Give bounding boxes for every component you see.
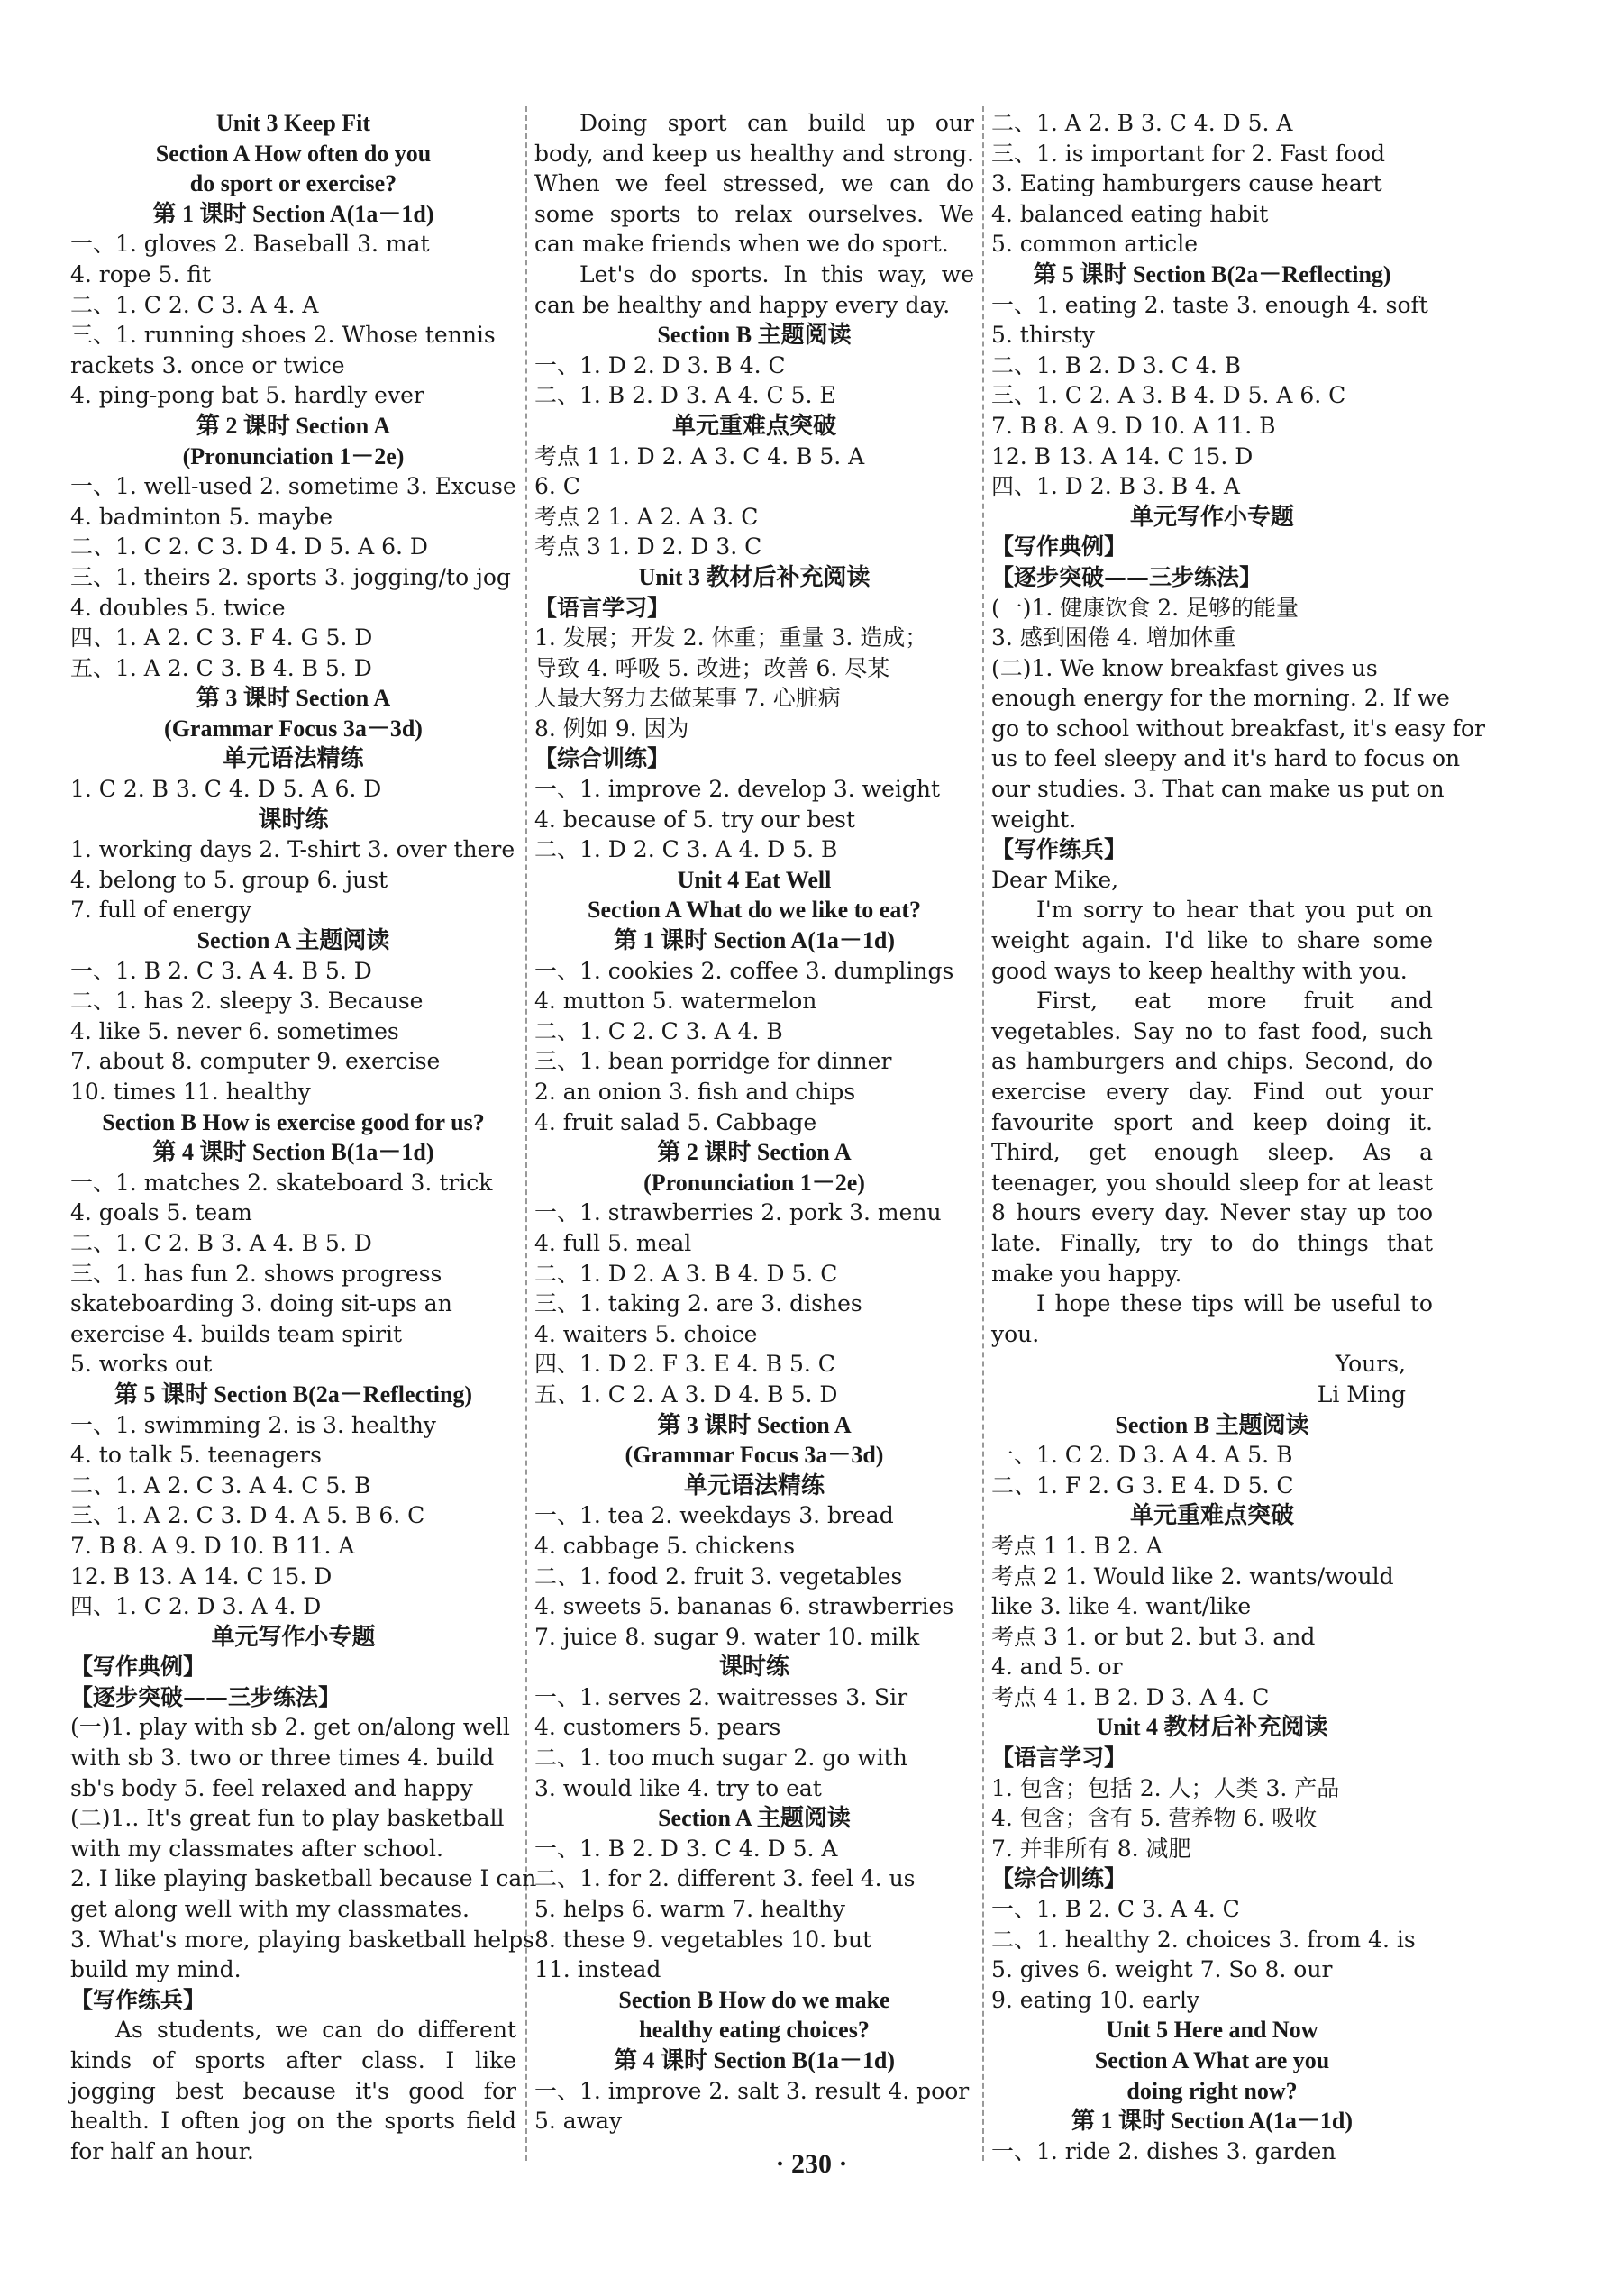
answer-line: 1. working days 2. T-shirt 3. over there xyxy=(70,836,515,863)
section-heading: 第 5 课时 Section B(2a－Reflecting) xyxy=(1033,260,1391,287)
answer-line: 四、1. C 2. D 3. A 4. D xyxy=(70,1593,322,1620)
subsection-tag: 【逐步突破——三步练法】 xyxy=(991,563,1263,590)
answer-line: exercise 4. builds team spirit xyxy=(70,1320,403,1347)
section-heading: (Grammar Focus 3a－3d) xyxy=(625,1442,884,1469)
section-heading: Unit 5 Here and Now xyxy=(1106,2017,1318,2044)
section-heading: Section A 主题阅读 xyxy=(196,927,390,954)
answer-line: 一、1. B 2. C 3. A 4. B 5. D xyxy=(70,957,372,984)
section-heading: Section B 主题阅读 xyxy=(1115,1411,1309,1438)
essay-paragraph: First, eat more fruit and vegetables. Say no to fast food, such as hamburgers and chips. Second, do exercise every day. Find out your favourite sport and keep doing it. Third, get enough sleep. As a teenager, you should sleep for at least 8 hours every day. Never stay up too late. Finally, try to do things that make you happy. xyxy=(991,988,1433,1287)
section-heading: 第 1 课时 Section A(1a－1d) xyxy=(152,200,434,227)
answer-line: 2. an onion 3. fish and chips xyxy=(534,1079,856,1105)
answer-line: 一、1. gloves 2. Baseball 3. mat xyxy=(70,231,430,258)
section-heading: 单元写作小专题 xyxy=(1129,503,1294,530)
answer-line: 8. 例如 9. 因为 xyxy=(534,715,689,742)
answer-line: get along well with my classmates. xyxy=(70,1896,470,1923)
answer-line: 4. balanced eating habit xyxy=(991,200,1269,227)
answer-line: (二)1. We know breakfast gives us xyxy=(991,654,1378,681)
answer-line: 三、1. bean porridge for dinner xyxy=(534,1048,892,1075)
answer-line: 5. helps 6. warm 7. healthy xyxy=(534,1896,846,1923)
answer-line: 考点 4 1. B 2. D 3. A 4. C xyxy=(991,1683,1270,1710)
section-heading: healthy eating choices? xyxy=(639,2017,870,2044)
answer-line: 3. would like 4. try to eat xyxy=(534,1774,822,1801)
answer-line: 考点 1 1. D 2. A 3. C 4. B 5. A xyxy=(534,442,865,469)
answer-line: 二、1. D 2. C 3. A 4. D 5. B xyxy=(534,836,838,863)
subsection-tag: 【写作典例】 xyxy=(991,533,1127,560)
section-heading: doing right now? xyxy=(1126,2077,1298,2104)
answer-line: 11. instead xyxy=(534,1956,661,1983)
subsection-tag: 【逐步突破——三步练法】 xyxy=(70,1683,342,1710)
answer-line: 4. and 5. or xyxy=(991,1654,1123,1681)
letter-signoff: Yours, xyxy=(1335,1351,1406,1378)
section-heading: 第 4 课时 Section B(1a－1d) xyxy=(613,2047,895,2073)
answer-line: 8. these 9. vegetables 10. but xyxy=(534,1926,872,1953)
answer-line: 二、1. F 2. G 3. E 4. D 5. C xyxy=(991,1471,1294,1499)
answer-line: 12. B 13. A 14. C 15. D xyxy=(70,1563,333,1590)
section-heading: 第 5 课时 Section B(2a－Reflecting) xyxy=(114,1380,473,1408)
section-heading: 第 1 课时 Section A(1a－1d) xyxy=(1071,2108,1353,2135)
answer-line: 考点 3 1. D 2. D 3. C xyxy=(534,533,762,560)
answer-line: 三、1. theirs 2. sports 3. jogging/to jog xyxy=(70,563,511,590)
answer-line: 4. because of 5. try our best xyxy=(534,806,856,833)
answer-line: 3. Eating hamburgers cause heart xyxy=(991,170,1382,197)
answer-line: 4. full 5. meal xyxy=(534,1229,692,1256)
answer-line: 一、1. improve 2. salt 3. result 4. poor xyxy=(534,2077,970,2104)
essay-paragraph: I'm sorry to hear that you put on weight again. I'd like to share some good ways to keep healthy with you. xyxy=(991,897,1433,984)
answer-line: 三、1. running shoes 2. Whose tennis xyxy=(70,322,496,349)
answer-line: 三、1. has fun 2. shows progress xyxy=(70,1260,442,1287)
answer-line: 4. badminton 5. maybe xyxy=(70,503,333,530)
answer-line: 5. works out xyxy=(70,1351,213,1378)
answer-line: 一、1. strawberries 2. pork 3. menu xyxy=(534,1199,942,1226)
section-heading: Section A How often do you xyxy=(155,140,432,167)
section-heading: 第 3 课时 Section A xyxy=(657,1411,852,1438)
answer-line: 二、1. C 2. C 3. D 4. D 5. A 6. D xyxy=(70,533,428,560)
answer-line: 12. B 13. A 14. C 15. D xyxy=(991,442,1254,469)
essay-paragraph: Doing sport can build up our body, and keep us healthy and strong. When we feel stressed, we can do some sports to relax ourselves. We can make friends when we do sport. xyxy=(534,110,974,258)
answer-line: 二、1. has 2. sleepy 3. Because xyxy=(70,988,424,1015)
section-heading: Section A What are you xyxy=(1094,2047,1330,2073)
section-heading: 单元语法精练 xyxy=(683,1471,825,1499)
answer-line: like 3. like 4. want/like xyxy=(991,1593,1252,1620)
answer-line: 7. B 8. A 9. D 10. B 11. A xyxy=(70,1532,355,1559)
answer-line: 一、1. ride 2. dishes 3. garden xyxy=(991,2137,1336,2164)
answer-line: 4. belong to 5. group 6. just xyxy=(70,866,388,893)
section-heading: Unit 4 Eat Well xyxy=(677,866,832,893)
answer-line: 一、1. matches 2. skateboard 3. trick xyxy=(70,1169,493,1196)
answer-line: 7. full of energy xyxy=(70,897,252,924)
section-heading: do sport or exercise? xyxy=(189,170,397,197)
answer-line: 二、1. C 2. B 3. A 4. B 5. D xyxy=(70,1229,372,1256)
answer-line: 5. gives 6. weight 7. So 8. our xyxy=(991,1956,1333,1983)
answer-line: 3. 感到困倦 4. 增加体重 xyxy=(991,624,1236,651)
answer-line: 二、1. B 2. D 3. A 4. C 5. E xyxy=(534,382,836,409)
answer-line: 一、1. eating 2. taste 3. enough 4. soft xyxy=(991,291,1428,318)
answer-line: 考点 2 1. A 2. A 3. C xyxy=(534,503,759,530)
answer-line: 6. C xyxy=(534,473,580,500)
subsection-tag: 【语言学习】 xyxy=(991,1745,1127,1772)
answer-line: 五、1. C 2. A 3. D 4. B 5. D xyxy=(534,1380,838,1408)
subsection-tag: 【写作典例】 xyxy=(70,1654,206,1681)
answer-line: 三、1. A 2. C 3. D 4. A 5. B 6. C xyxy=(70,1502,425,1529)
answer-line: 一、1. improve 2. develop 3. weight xyxy=(534,776,941,803)
answer-line: 4. mutton 5. watermelon xyxy=(534,988,817,1015)
section-heading: 第 1 课时 Section A(1a－1d) xyxy=(613,927,895,954)
answer-line: 一、1. D 2. D 3. B 4. C xyxy=(534,351,786,378)
essay-paragraph: Let's do sports. In this way, we can be healthy and happy every day. xyxy=(534,260,974,318)
answer-column-3 xyxy=(991,108,1485,2164)
answer-line: 1. 包含；包括 2. 人；人类 3. 产品 xyxy=(991,1774,1340,1801)
answer-line: 5. away xyxy=(534,2108,623,2135)
answer-line: 1. C 2. B 3. C 4. D 5. A 6. D xyxy=(70,776,382,803)
answer-line: 一、1. swimming 2. is 3. healthy xyxy=(70,1411,436,1438)
answer-line: enough energy for the morning. 2. If we xyxy=(991,685,1450,712)
section-heading: 第 3 课时 Section A xyxy=(196,685,391,712)
answer-line: skateboarding 3. doing sit-ups an xyxy=(70,1290,452,1317)
answer-line: 二、1. for 2. different 3. feel 4. us xyxy=(534,1865,916,1892)
answer-line: rackets 3. once or twice xyxy=(70,351,345,378)
answer-line: 4. cabbage 5. chickens xyxy=(534,1532,796,1559)
section-heading: Unit 4 教材后补充阅读 xyxy=(1096,1714,1328,1741)
section-heading: 单元语法精练 xyxy=(223,745,364,772)
answer-line: 一、1. cookies 2. coffee 3. dumplings xyxy=(534,957,954,984)
answer-line: with my classmates after school. xyxy=(70,1835,443,1862)
answer-line: 二、1. too much sugar 2. go with xyxy=(534,1745,907,1772)
section-heading: 课时练 xyxy=(258,806,329,833)
answer-line: 二、1. C 2. C 3. A 4. B xyxy=(534,1017,783,1044)
answer-line: 二、1. A 2. B 3. C 4. D 5. A xyxy=(991,110,1293,136)
answer-line: 考点 1 1. B 2. A xyxy=(991,1532,1163,1559)
answer-line: 4. fruit salad 5. Cabbage xyxy=(534,1108,817,1135)
essay-paragraph: As students, we can do different kinds of sports after class. I like jogging best because it's good for health. I often jog on the sports field for half an hour. xyxy=(70,2017,516,2164)
answer-line: (二)1.. It's great fun to play basketball xyxy=(70,1805,505,1832)
column-divider xyxy=(525,106,527,2161)
answer-line: 7. juice 8. sugar 9. water 10. milk xyxy=(534,1623,920,1650)
section-heading: (Grammar Focus 3a－3d) xyxy=(164,715,423,742)
section-heading: 单元重难点突破 xyxy=(1129,1502,1294,1529)
answer-line: 二、1. A 2. C 3. A 4. C 5. B xyxy=(70,1471,371,1499)
answer-line: 一、1. serves 2. waitresses 3. Sir xyxy=(534,1683,908,1710)
answer-line: 2. I like playing basketball because I can xyxy=(70,1865,537,1892)
answer-line: weight. xyxy=(991,806,1077,833)
answer-line: 9. eating 10. early xyxy=(991,1986,1200,2013)
answer-line: 4. customers 5. pears xyxy=(534,1714,781,1741)
section-heading: (Pronunciation 1－2e) xyxy=(643,1169,865,1196)
answer-line: 4. ping-pong bat 5. hardly ever xyxy=(70,382,424,409)
subsection-tag: 【写作练兵】 xyxy=(70,1986,206,2013)
answer-line: 三、1. is important for 2. Fast food xyxy=(991,140,1386,167)
section-heading: 单元重难点突破 xyxy=(671,412,836,439)
answer-line: 4. like 5. never 6. sometimes xyxy=(70,1017,399,1044)
answer-line: build my mind. xyxy=(70,1956,242,1983)
answer-column-1 xyxy=(70,108,537,2164)
answer-line: 一、1. well-used 2. sometime 3. Excuse xyxy=(70,473,516,500)
answer-line: 7. 并非所有 8. 减肥 xyxy=(991,1835,1191,1862)
section-heading: Section B 主题阅读 xyxy=(657,322,852,349)
answer-line: 二、1. food 2. fruit 3. vegetables xyxy=(534,1563,903,1590)
answer-line: 10. times 11. healthy xyxy=(70,1079,311,1105)
answer-line: 5. common article xyxy=(991,231,1199,258)
answer-line: 3. What's more, playing basketball helps xyxy=(70,1926,534,1953)
answer-line: 三、1. taking 2. are 3. dishes xyxy=(534,1290,862,1317)
answer-line: (一)1. play with sb 2. get on/along well xyxy=(70,1714,510,1741)
answer-line: 5. thirsty xyxy=(991,322,1095,349)
section-heading: Section A 主题阅读 xyxy=(658,1805,851,1832)
section-heading: (Pronunciation 1－2e) xyxy=(182,442,405,469)
answer-line: our studies. 3. That can make us put on xyxy=(991,776,1445,803)
page-number: · 230 · xyxy=(775,2149,848,2179)
answer-line: 人最大努力去做某事 7. 心脏病 xyxy=(534,685,841,712)
answer-line: 4. waiters 5. choice xyxy=(534,1320,758,1347)
answer-line: 四、1. D 2. F 3. E 4. B 5. C xyxy=(534,1351,835,1378)
answer-line: 三、1. C 2. A 3. B 4. D 5. A 6. C xyxy=(991,382,1346,409)
answer-line: 4. 包含；含有 5. 营养物 6. 吸收 xyxy=(991,1805,1318,1832)
answer-line: 五、1. A 2. C 3. B 4. B 5. D xyxy=(70,654,372,681)
section-heading: Section B How is exercise good for us? xyxy=(102,1108,485,1135)
answer-line: 4. goals 5. team xyxy=(70,1199,252,1226)
section-heading: Unit 3 教材后补充阅读 xyxy=(638,563,871,590)
answer-line: 一、1. B 2. C 3. A 4. C xyxy=(991,1896,1240,1923)
letter-signoff: Li Ming xyxy=(1317,1380,1406,1408)
section-heading: Section A What do we like to eat? xyxy=(587,897,922,924)
subsection-tag: 【语言学习】 xyxy=(534,594,670,621)
answer-line: 4. rope 5. fit xyxy=(70,260,212,287)
answer-line: 7. B 8. A 9. D 10. A 11. B xyxy=(991,412,1276,439)
answer-line: sb's body 5. feel relaxed and happy xyxy=(70,1774,473,1801)
answer-line: 四、1. D 2. B 3. B 4. A xyxy=(991,473,1240,500)
answer-line: (一)1. 健康饮食 2. 足够的能量 xyxy=(991,594,1299,621)
answer-line: 一、1. B 2. D 3. C 4. D 5. A xyxy=(534,1835,838,1862)
answer-line: 1. 发展；开发 2. 体重；重量 3. 造成； xyxy=(534,624,928,651)
answer-line: 4. sweets 5. bananas 6. strawberries xyxy=(534,1593,954,1620)
answer-line: go to school without breakfast, it's easy for xyxy=(991,715,1485,742)
answer-line: 4. doubles 5. twice xyxy=(70,594,286,621)
section-heading: 第 2 课时 Section A xyxy=(196,412,391,439)
answer-column-2 xyxy=(534,108,974,2161)
section-heading: 第 4 课时 Section B(1a－1d) xyxy=(152,1139,434,1166)
section-heading: Section B How do we make xyxy=(618,1986,890,2013)
answer-line: 导致 4. 呼吸 5. 改进；改善 6. 尽某 xyxy=(534,654,890,681)
answer-line: 二、1. D 2. A 3. B 4. D 5. C xyxy=(534,1260,838,1287)
answer-line: 四、1. A 2. C 3. F 4. G 5. D xyxy=(70,624,373,651)
section-heading: 第 2 课时 Section A xyxy=(657,1139,852,1166)
section-heading: 单元写作小专题 xyxy=(211,1623,376,1650)
answer-line: Dear Mike, xyxy=(991,866,1119,893)
answer-line: 考点 2 1. Would like 2. wants/would xyxy=(991,1563,1394,1590)
column-divider xyxy=(982,106,984,2161)
answer-line: 二、1. healthy 2. choices 3. from 4. is xyxy=(991,1926,1416,1953)
subsection-tag: 【写作练兵】 xyxy=(991,836,1127,863)
answer-line: 二、1. B 2. D 3. C 4. B xyxy=(991,351,1241,378)
answer-line: 7. about 8. computer 9. exercise xyxy=(70,1048,441,1075)
answer-line: 一、1. C 2. D 3. A 4. A 5. B xyxy=(991,1442,1293,1469)
answer-line: 一、1. tea 2. weekdays 3. bread xyxy=(534,1502,894,1529)
answer-line: 考点 3 1. or but 2. but 3. and xyxy=(991,1623,1316,1650)
section-heading: 课时练 xyxy=(718,1654,789,1681)
answer-line: 二、1. C 2. C 3. A 4. A xyxy=(70,291,319,318)
essay-paragraph: I hope these tips will be useful to you. xyxy=(991,1290,1433,1347)
subsection-tag: 【综合训练】 xyxy=(991,1865,1127,1892)
answer-line: 4. to talk 5. teenagers xyxy=(70,1442,322,1469)
answer-line: with sb 3. two or three times 4. build xyxy=(70,1745,495,1772)
subsection-tag: 【综合训练】 xyxy=(534,745,670,772)
section-heading: Unit 3 Keep Fit xyxy=(215,110,371,136)
answer-line: us to feel sleepy and it's hard to focus on xyxy=(991,745,1461,772)
